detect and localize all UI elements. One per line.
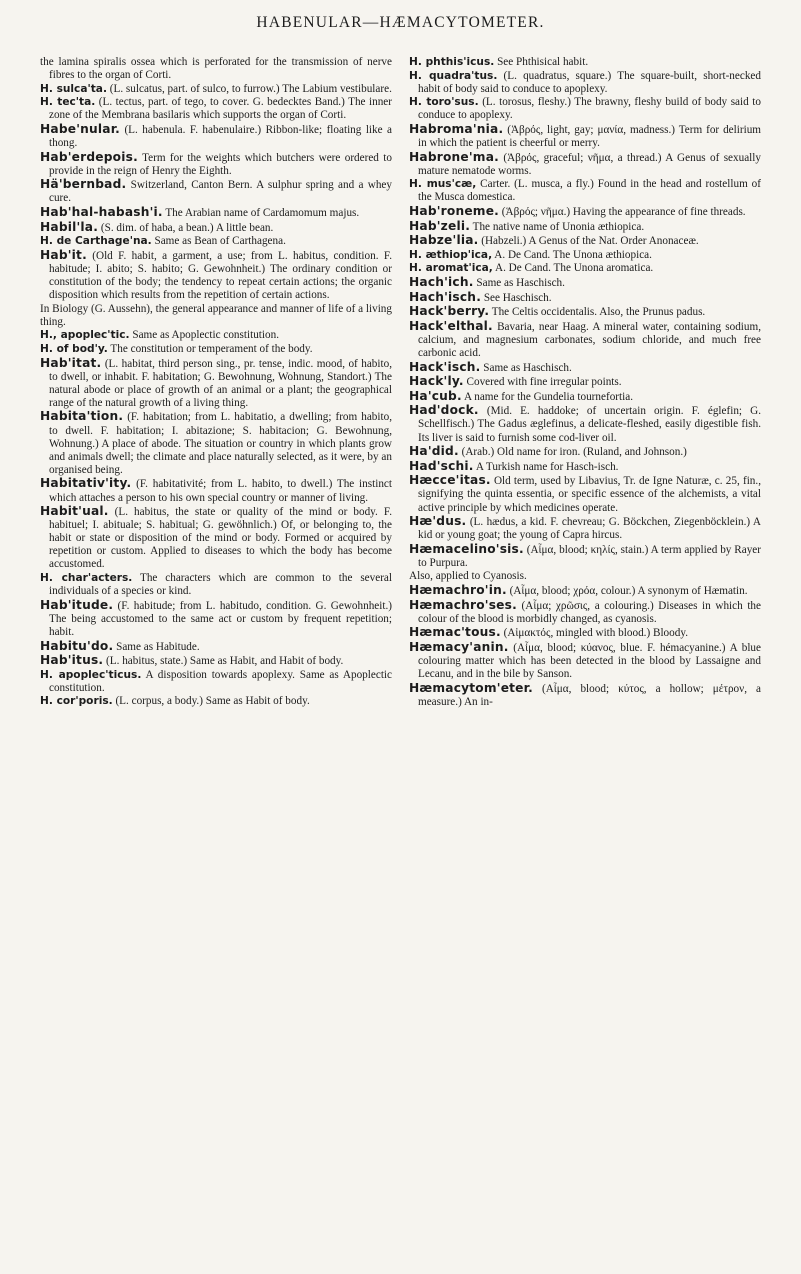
entry-definition: (L. habenula. F. habenulaire.) Ribbon-like; floating like a thong.: [49, 123, 392, 150]
entry-definition: (Arab.) Old name for iron. (Ruland, and Johnson.): [458, 446, 687, 459]
entry-definition: (F. habitude; from L. habitudo, condition. G. Gewohnheit.) The being accustomed to the same act or custom by frequent repetition; habit.: [49, 599, 392, 638]
entry-definition: Same as Bean of Carthagena.: [151, 235, 286, 248]
dictionary-entry: [409, 262, 761, 275]
dictionary-entry: [40, 206, 392, 220]
entry-definition: (Αἷμα; χρῶσις, a colouring.) Diseases in which the colour of the blood is morbidly changed, as cyanosis.: [418, 599, 761, 625]
entry-headword: H. cor'poris.: [40, 695, 113, 708]
entry-headword: Ha'did.: [409, 444, 459, 459]
entry-headword: H. toro'sus.: [409, 96, 479, 109]
entry-definition: The constitution or temperament of the body.: [107, 342, 313, 355]
entry-headword: Hack'isch.: [409, 359, 481, 374]
dictionary-entry: [409, 276, 761, 290]
entry-headword: H., apoplec'tic.: [40, 329, 130, 342]
entry-definition: Same as Haschisch.: [473, 277, 565, 289]
dictionary-entry: [40, 357, 392, 410]
entry-headword: Habit'ual.: [40, 504, 109, 519]
dictionary-entry: [409, 404, 761, 444]
dictionary-entry: [40, 56, 392, 82]
entry-definition: (Ἁβρός; νῆμα.) Having the appearance of fine threads.: [499, 206, 746, 219]
dictionary-entry: [40, 477, 392, 504]
entry-definition: (S. dim. of haba, a bean.) A little bean.: [98, 221, 274, 234]
entry-headword: Hab'itat.: [40, 355, 102, 370]
entry-headword: H. phthis'icus.: [409, 56, 495, 68]
dictionary-entry: [409, 151, 761, 178]
entry-headword: H. quadra'tus.: [409, 69, 498, 82]
entry-headword: H. of bod'y.: [40, 342, 108, 355]
entry-headword: Hab'zeli.: [409, 218, 471, 233]
entry-definition: Same as Haschisch.: [480, 361, 572, 374]
entry-definition: A disposition towards apoplexy. Same as Apoplectic constitution.: [49, 668, 392, 694]
entry-headword: Had'dock.: [409, 403, 479, 418]
dictionary-entry: [409, 584, 761, 598]
entry-headword: Hack'elthal.: [409, 318, 493, 333]
dictionary-entry: [409, 220, 761, 234]
entry-definition: (Ἁβρός, light, gay; μανία, madness.) Term for delirium in which the patient is cheerful or merry.: [418, 123, 761, 150]
entry-headword: H. apoplec'ticus.: [40, 668, 142, 681]
entry-headword: Hab'itus.: [40, 653, 104, 668]
dictionary-entry: [409, 474, 761, 514]
entry-definition: (Αἷμα, blood; κύανος, blue. F. hémacyanine.) A blue colouring matter which has been detected in the blood by Lassaigne and Lecanu, and in the bile by Sanson.: [418, 641, 761, 681]
entry-definition: Old term, used by Libavius, Tr. de Igne Naturæ, c. 25, fin., signifying the quinta essentia, or specific essence of the alchemists, a vital active principle by which medicines operate.: [418, 475, 761, 514]
entry-headword: Hæmacytom'eter.: [409, 680, 533, 695]
entry-headword: H. char'acters.: [40, 572, 133, 585]
dictionary-entry: [409, 390, 761, 404]
entry-headword: H. æthiop'ica,: [409, 248, 493, 261]
entry-definition: The Celtis occidentalis. Also, the Prunus padus.: [489, 306, 706, 319]
dictionary-entry: [40, 123, 392, 150]
dictionary-entry: [40, 410, 392, 476]
dictionary-entry: [40, 178, 392, 205]
dictionary-entry: [409, 515, 761, 542]
entry-definition: Switzerland, Canton Bern. A sulphur spring and a whey cure.: [49, 179, 392, 205]
dictionary-entry: [40, 303, 392, 329]
entry-definition: See Phthisical habit.: [494, 56, 589, 68]
dictionary-entry: [40, 329, 392, 342]
entry-definition: Covered with fine irregular points.: [463, 376, 622, 389]
dictionary-entry: [409, 205, 761, 219]
entry-definition: (Αἱμακτός, mingled with blood.) Bloody.: [500, 627, 689, 640]
dictionary-entry: [40, 505, 392, 571]
entry-definition: See Haschisch.: [481, 291, 552, 304]
entry-definition: Also, applied to Cyanosis.: [409, 570, 527, 583]
entry-headword: Hach'isch.: [409, 289, 482, 304]
dictionary-entry: [40, 235, 392, 248]
dictionary-entry: [40, 640, 392, 654]
entry-definition: (L. habitus, the state or quality of the mind or body. F. habituel; I. abituale; S. habitual; G. gewöhnlich.) Of, or belonging to, the habit or state or disposition of the mind or body. Formed or acquired by repetition or custom. Applied to diseases to which the body has become accustomed.: [49, 506, 392, 571]
entry-definition: (Habzeli.) A Genus of the Nat. Order Anonaceæ.: [478, 235, 699, 248]
entry-headword: H. mus'cæ,: [409, 178, 477, 191]
dictionary-entry: [409, 641, 761, 681]
entry-definition: A. De Cand. The Unona aromatica.: [492, 262, 654, 275]
entry-headword: H. tec'ta.: [40, 96, 96, 109]
entry-headword: Habitu'do.: [40, 638, 114, 653]
dictionary-entry: [409, 375, 761, 389]
entry-headword: Hach'ich.: [409, 275, 474, 289]
entry-definition: In Biology (G. Aussehn), the general appearance and manner of life of a living thing.: [40, 302, 392, 328]
entry-headword: H. aromat'ica,: [409, 262, 493, 275]
dictionary-entry: [409, 320, 761, 360]
entry-definition: A Turkish name for Hasch-isch.: [473, 460, 619, 473]
entry-headword: Hæmachro'in.: [409, 583, 507, 598]
entry-headword: H. de Carthage'na.: [40, 235, 152, 248]
entry-headword: Hack'ly.: [409, 374, 464, 389]
entry-headword: Habze'lia.: [409, 233, 479, 248]
entry-definition: (L. habitus, state.) Same as Habit, and Habit of body.: [103, 655, 344, 668]
entry-definition: (L. habitat, third person sing., pr. tense, indic. mood, of habito, to dwell, or inhabit. F. habitation; G. Bewohnung, Wohnung, Standort.) The natural abode or place of growth of an animal or a plant; the geographical range of the natural growth of a living thing.: [49, 357, 392, 409]
right-column: [409, 56, 761, 709]
entry-headword: H. sulca'ta.: [40, 82, 107, 95]
entry-headword: Habitativ'ity.: [40, 476, 132, 491]
entry-definition: the lamina spiralis ossea which is perforated for the transmission of nerve fibres to the organ of Corti.: [40, 56, 392, 82]
entry-definition: (Mid. E. haddoke; of uncertain origin. F. églefin; G. Schellfisch.) The Gadus æglefinus, a delicate-fleshed, easily digestible fish. Its liver is said to furnish some cod-liver oil.: [418, 405, 761, 444]
entry-headword: Hab'hal-habash'i.: [40, 205, 163, 220]
entry-definition: (L. hædus, a kid. F. chevreau; G. Böckchen, Ziegenböcklein.) A kid or young goat; the young of Capra hircus.: [418, 516, 761, 542]
entry-headword: Hæmac'tous.: [409, 625, 501, 640]
entry-headword: Habroma'nia.: [409, 121, 504, 136]
entry-definition: (L. tectus, part. of tego, to cover. G. bedecktes Band.) The inner zone of the Membrana basilaris which supports the organ of Corti.: [49, 96, 392, 122]
entry-headword: Hæmachro'ses.: [409, 597, 517, 612]
entry-headword: Habita'tion.: [40, 409, 124, 424]
dictionary-entry: [409, 291, 761, 305]
dictionary-entry: [409, 599, 761, 626]
page-header: HABENULAR—HÆMACYTOMETER.: [256, 14, 545, 31]
entry-headword: Ha'cub.: [409, 388, 462, 403]
entry-definition: (Αἷμα, blood; κηλίς, stain.) A term applied by Rayer to Purpura.: [418, 543, 761, 569]
entry-definition: (Αἷμα, blood; κύτος, a hollow; μέτρον, a measure.) An in-: [418, 682, 761, 708]
dictionary-entry: [40, 249, 392, 302]
dictionary-entry: [409, 361, 761, 375]
entry-headword: Had'schi.: [409, 458, 474, 473]
dictionary-entry: [40, 695, 392, 708]
entry-headword: Hä'bernbad.: [40, 177, 127, 192]
dictionary-entry: [409, 178, 761, 204]
left-column: [40, 56, 392, 709]
dictionary-entry: [40, 572, 392, 598]
entry-headword: Habrone'ma.: [409, 149, 499, 164]
dictionary-entry: [40, 221, 392, 235]
entry-definition: (F. habitation; from L. habitatio, a dwelling; from habito, to dwell. F. habitation; I. abitazione; S. habitacion; G. Bewohnung, Wohnung.) A place of abode. The situation or country in which plants grow and animals dwell; the climate and place naturally selected, as it were, by an organised being.: [49, 411, 392, 476]
entry-definition: A name for the Gundelia tournefortia.: [461, 390, 633, 403]
entry-definition: A. De Cand. The Unona æthiopica.: [492, 248, 652, 261]
entry-headword: Hab'it.: [40, 247, 87, 262]
dictionary-entry: [409, 445, 761, 459]
dictionary-entry: [409, 543, 761, 570]
dictionary-entry: [40, 669, 392, 695]
entry-definition: (Ἁβρός, graceful; νῆμα, a thread.) A Genus of sexually mature nematode worms.: [418, 151, 761, 177]
entry-definition: Bavaria, near Haag. A mineral water, containing sodium, calcium, and magnesium carbonates, sodium chloride, and much free carbonic acid.: [418, 320, 761, 359]
entry-headword: Habil'la.: [40, 219, 99, 234]
entry-definition: The native name of Unonia æthiopica.: [470, 220, 645, 233]
dictionary-entry: [409, 234, 761, 248]
entry-definition: (Αἷμα, blood; χρόα, colour.) A synonym of Hæmatin.: [506, 585, 748, 598]
dictionary-entry: [409, 626, 761, 640]
dictionary-entry: [409, 56, 761, 69]
entry-headword: Hab'roneme.: [409, 204, 499, 219]
entry-headword: Hack'berry.: [409, 304, 490, 319]
entry-definition: Same as Apoplectic constitution.: [129, 329, 279, 342]
entry-definition: Term for the weights which butchers were ordered to provide in the reign of Henry the Eighth.: [49, 151, 392, 177]
entry-definition: Carter. (L. musca, a fly.) Found in the head and rostellum of the Musca domestica.: [418, 178, 761, 204]
dictionary-entry: [40, 96, 392, 122]
dictionary-entry: [409, 570, 761, 583]
entry-headword: Hab'itude.: [40, 597, 114, 612]
entry-definition: (L. torosus, fleshy.) The brawny, fleshy build of body said to conduce to apoplexy.: [418, 96, 761, 122]
entry-definition: The Arabian name of Cardamomum majus.: [162, 207, 360, 220]
dictionary-entry: [409, 305, 761, 319]
dictionary-entry: [409, 460, 761, 474]
entry-headword: Hæ'dus.: [409, 514, 467, 529]
entry-headword: Hæmacelino'sis.: [409, 541, 524, 556]
entry-definition: The characters which are common to the several individuals of a species or kind.: [49, 572, 392, 598]
dictionary-entry: [40, 151, 392, 178]
dictionary-entry: [40, 599, 392, 639]
dictionary-entry: [409, 123, 761, 150]
entry-definition: (L. quadratus, square.) The square-built, short-necked habit of body said to conduce to apoplexy.: [418, 69, 761, 95]
dictionary-entry: [409, 96, 761, 122]
dictionary-entry: [40, 654, 392, 668]
dictionary-entry: [409, 70, 761, 96]
entry-headword: Hæmacy'anin.: [409, 639, 509, 654]
dictionary-entry: [40, 343, 392, 356]
dictionary-entry: [409, 682, 761, 709]
dictionary-entry: [40, 83, 392, 96]
entry-definition: (F. habitativité; from L. habito, to dwell.) The instinct which attaches a person to his own special country or manner of living.: [49, 478, 392, 504]
entry-definition: Same as Habitude.: [113, 640, 200, 653]
entry-headword: Hæcce'itas.: [409, 473, 491, 488]
entry-definition: (Old F. habit, a garment, a use; from L. habitus, condition. F. habitude; I. abito; S. habito; G. Gewohnheit.) The ordinary condition or constitution of the body; the tendency to repeat certain actions; the organic disposition which results from the repetition of certain actions.: [49, 249, 392, 302]
entry-headword: Hab'erdepois.: [40, 149, 138, 164]
entry-definition: (L. sulcatus, part. of sulco, to furrow.) The Labium vestibulare.: [106, 82, 392, 95]
dictionary-entry: [409, 249, 761, 262]
entry-headword: Habe'nular.: [40, 121, 121, 136]
entry-definition: (L. corpus, a body.) Same as Habit of body.: [112, 695, 310, 708]
